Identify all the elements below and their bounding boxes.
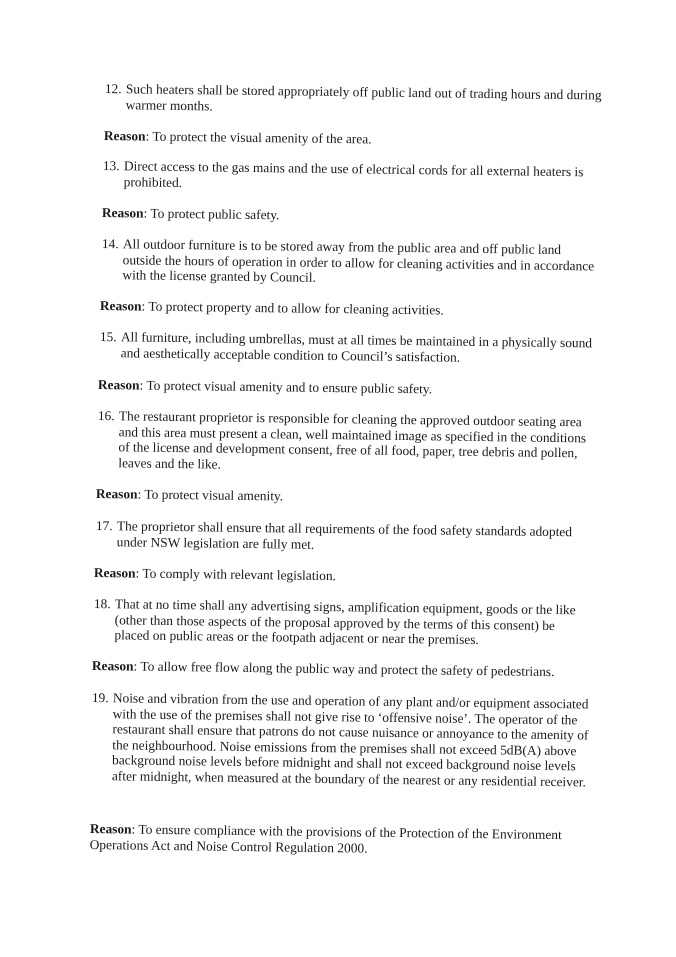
reason-13 — [102, 205, 602, 227]
reason-text: : To allow free flow along the public way and protect the safety of pedestrians. — [133, 658, 555, 680]
reason-19 — [90, 821, 595, 859]
reason-label: Reason — [95, 486, 138, 502]
reason-label: Reason — [101, 205, 144, 221]
condition-number: 17. — [95, 518, 113, 534]
condition-text: Such heaters shall be stored appropriately off public land out of trading hours and during warmer months. — [125, 81, 602, 114]
reason-label: Reason — [91, 658, 134, 674]
condition-number: 13. — [102, 158, 120, 174]
condition-number: 15. — [99, 329, 117, 345]
condition-number: 18. — [93, 596, 111, 612]
condition-text: Noise and vibration from the use and operation of any plant and/or equipment associated with the use of the premises shall not give rise to ‘offensive noise’. The operator of the restaurant shall ensure that patrons do not cause nuisance or annoyance to the amenity of the neighbourhood. Noise emissions from the premises shall not exceed 5dB(A) above background noise levels before midnight and shall not exceed background noise levels after midnight, when measured at the boundary of the nearest or any residential receiver. — [111, 690, 589, 790]
condition-number: 14. — [101, 236, 119, 252]
condition-text: All outdoor furniture is to be stored away from the public area and off public land outside the hours of operation in order to allow for cleaning activities and in accordance with the license granted by Council. — [122, 236, 595, 285]
reason-12 — [104, 128, 604, 150]
condition-18 — [93, 596, 593, 649]
condition-text: The proprietor shall ensure that all requirements of the food safety standards adopted under NSW legislation are fully met. — [116, 518, 573, 552]
condition-number: 16. — [97, 408, 115, 424]
condition-number: 12. — [104, 81, 122, 97]
reason-label: Reason — [93, 565, 136, 581]
condition-13 — [103, 158, 602, 196]
reason-text: : To protect public safety. — [143, 205, 280, 223]
reason-text: : To ensure compliance with the provisions of the Protection of the Environment Operations Act and Noise Control Regulation 2000. — [89, 821, 562, 856]
condition-text: Direct access to the gas mains and the use of electrical cords for all external heaters is prohibited. — [123, 158, 584, 190]
condition-text: That at no time shall any advertising signs, amplification equipment, goods or the like (other than those aspects of the proposal approved by the terms of this consent) be placed on public areas or the footpath adjacent or near the premises. — [114, 596, 576, 648]
reason-text: : To protect the visual amenity of the area. — [145, 128, 372, 147]
reason-14 — [100, 298, 600, 320]
condition-text: All furniture, including umbrellas, must at all times be maintained in a physically sound and aesthetically acceptable condition to Council’s satisfaction. — [120, 329, 593, 365]
reason-label: Reason — [89, 821, 132, 837]
condition-17 — [96, 518, 595, 556]
reason-text: : To comply with relevant legislation. — [135, 565, 337, 584]
condition-12 — [105, 81, 604, 119]
condition-16 — [97, 408, 597, 477]
reason-text: : To protect visual amenity and to ensure public safety. — [139, 377, 433, 397]
reason-text: : To protect visual amenity. — [137, 486, 284, 504]
reason-text: : To protect property and to allow for cleaning activities. — [141, 298, 444, 318]
condition-19 — [91, 690, 591, 790]
reason-15 — [98, 377, 598, 399]
condition-14 — [101, 236, 601, 289]
reason-17 — [94, 565, 594, 587]
reason-label: Reason — [97, 377, 140, 393]
reason-label: Reason — [99, 298, 142, 314]
reason-18 — [92, 658, 602, 680]
reason-16 — [96, 486, 596, 508]
reason-label: Reason — [103, 128, 146, 144]
condition-text: The restaurant proprietor is responsible for cleaning the approved outdoor seating area and this area must present a clean, well maintained image as specified in the conditions of the license and development consent, free of all food, paper, tree debris and pollen, leaves and the like. — [118, 408, 587, 472]
condition-number: 19. — [91, 690, 109, 706]
condition-15 — [100, 329, 599, 367]
